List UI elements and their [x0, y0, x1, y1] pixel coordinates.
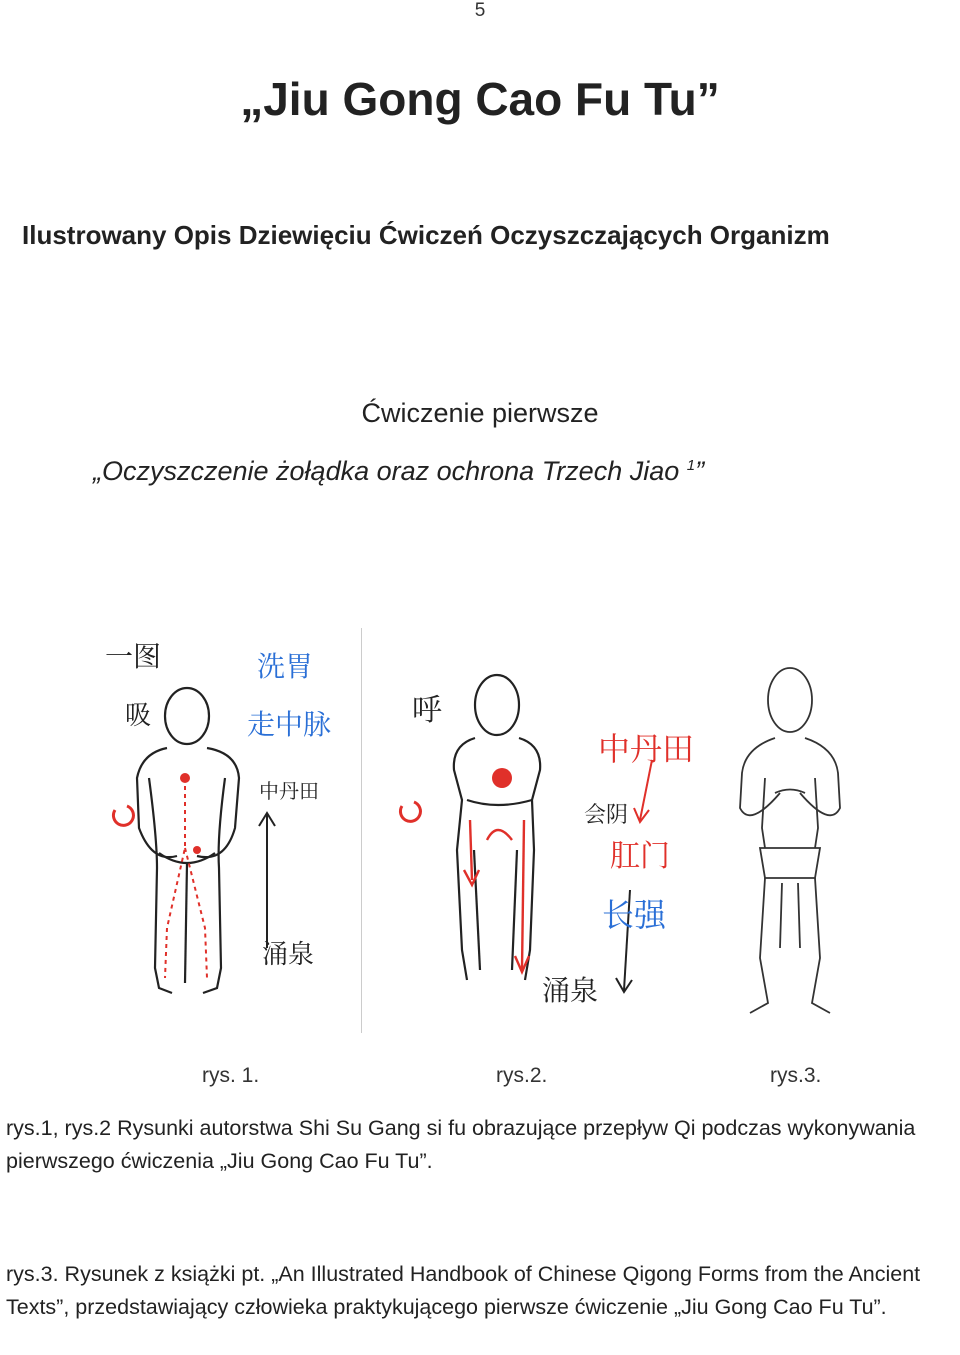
label-zhongdantian-red: 中丹田	[598, 730, 695, 768]
label-exhale: 呼	[412, 693, 442, 728]
label-yi-tu: 一图	[105, 640, 162, 673]
figure-2-heart-mark	[492, 768, 512, 788]
exercise-heading: Ćwiczenie pierwsze	[361, 398, 599, 428]
description-paragraph-2: rys.3. Rysunek z książki pt. „An Illustrated Handbook of Chinese Qigong Forms from the Ancient Texts”, przedstawiający człowieka praktykującego pierwsze ćwiczenie „Jiu Gong Cao Fu Tu”.	[6, 1262, 921, 1319]
page-number: 5	[474, 0, 486, 21]
label-zhongdantian: 中丹田	[259, 779, 319, 803]
label-yongquan-2: 涌泉	[542, 974, 599, 1007]
description-paragraph-1: rys.1, rys.2 Rysunki autorstwa Shi Su Gang si fu obrazujące przepływ Qi podczas wykonywania pierwszego ćwiczenia „Jiu Gong Cao Fu Tu”.	[6, 1116, 916, 1173]
label-anus: 肛门	[610, 839, 670, 874]
figure-1-arrow-up	[259, 813, 275, 948]
label-inhale: 吸	[125, 701, 152, 731]
footnote-marker: 1	[686, 457, 696, 474]
figure-2-flow-red	[464, 820, 529, 972]
label-central-channel: 走中脉	[247, 708, 332, 741]
figure-3-drawing	[720, 628, 885, 1028]
exercise-title-close: ”	[695, 456, 705, 486]
figure-2-rotation-mark	[400, 802, 420, 821]
exercise-title	[93, 456, 704, 487]
figure-1-rotation-mark	[113, 806, 133, 825]
label-huiyin: 会阴	[584, 803, 629, 828]
figure-2-drawing	[362, 650, 707, 1030]
label-yongquan: 涌泉	[262, 940, 315, 970]
figure-2-body	[454, 675, 540, 980]
label-changqiang: 长强	[602, 896, 667, 934]
figure-3-body	[740, 668, 840, 1013]
caption-rys-1: rys. 1.	[202, 1064, 260, 1087]
figure-1-body	[137, 688, 239, 993]
label-wash-stomach: 洗胃	[257, 650, 314, 683]
figure-1-red-dot	[180, 773, 190, 783]
figure-1-drawing	[97, 628, 362, 1023]
page-subtitle: Ilustrowany Opis Dziewięciu Ćwiczeń Oczyszczających Organizm	[22, 220, 830, 250]
exercise-title-text: „Oczyszczenie żołądka oraz ochrona Trzech Jiao	[93, 456, 680, 486]
figure-1-red-dot-2	[193, 846, 201, 854]
caption-rys-2: rys.2.	[496, 1064, 548, 1087]
caption-rys-3: rys.3.	[770, 1064, 822, 1087]
figure-2-arrow-red	[634, 760, 652, 822]
page-title: „Jiu Gong Cao Fu Tu”	[240, 73, 720, 125]
